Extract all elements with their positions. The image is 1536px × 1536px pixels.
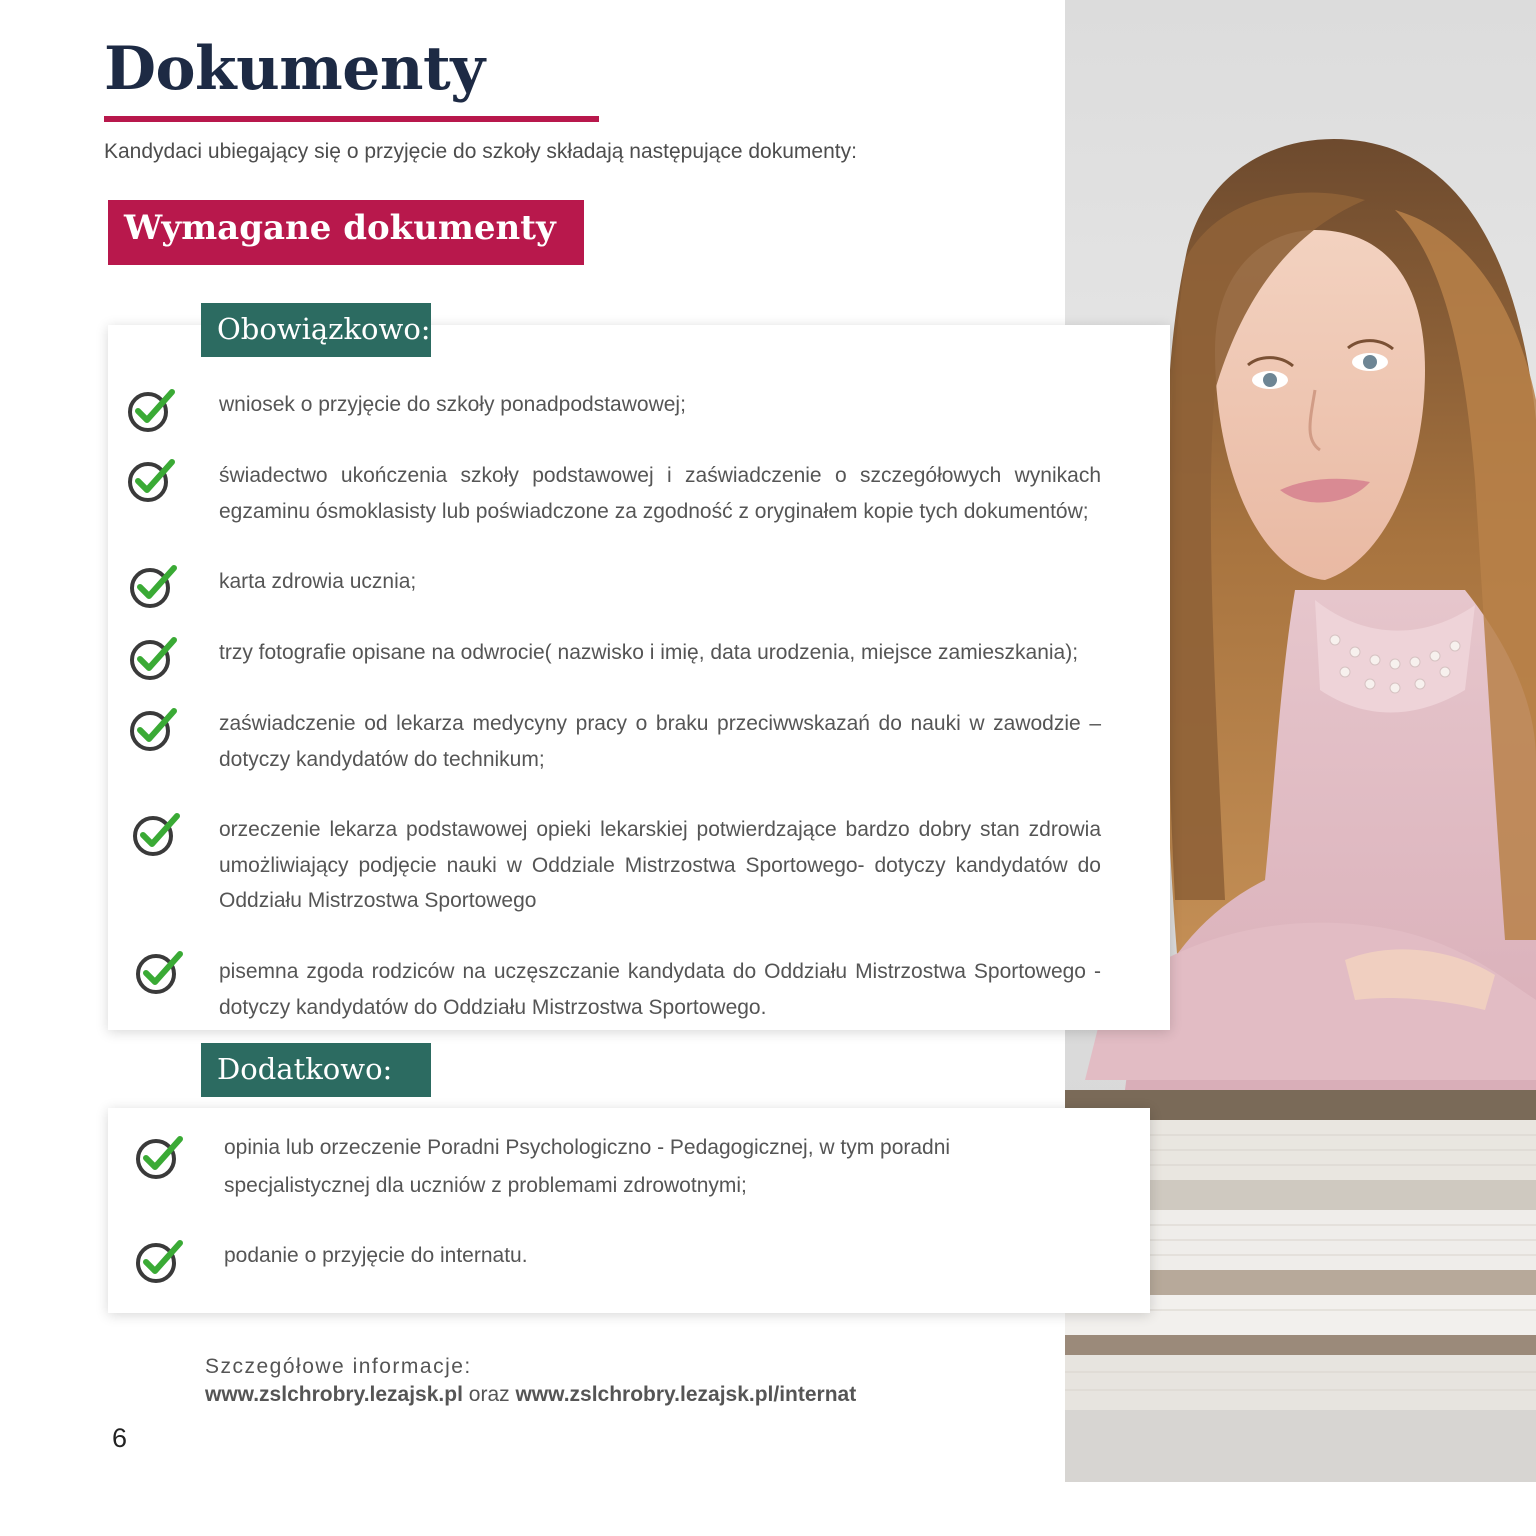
info-links	[205, 1383, 856, 1407]
mandatory-item: wniosek o przyjęcie do szkoły ponadpodstawowej;	[219, 393, 686, 416]
check-circle-icon	[126, 386, 176, 434]
check-circle-icon	[134, 948, 184, 996]
mandatory-item: orzeczenie lekarza podstawowej opieki lekarskiej potwierdzające bardzo dobry stan zdrowia umożliwiający podjęcie nauki w Oddziale Mistrzostwa Sportowego- dotyczy kandydatów do Oddziału Mistrzostwa Sportowego	[219, 818, 1101, 912]
check-circle-icon	[128, 634, 178, 682]
mandatory-item: trzy fotografie opisane na odwrocie( nazwisko i imię, data urodzenia, miejsce zamieszkania);	[219, 641, 1079, 664]
info-label: Szczegółowe informacje:	[205, 1355, 472, 1378]
additional-label: Dodatkowo:	[201, 1043, 431, 1097]
check-circle-icon	[134, 1133, 184, 1181]
additional-item: podanie o przyjęcie do internatu.	[224, 1244, 528, 1267]
mandatory-item: pisemna zgoda rodziców na uczęszczanie kandydata do Oddziału Mistrzostwa Sportowego - dotyczy kandydatów do Oddziału Mistrzostwa Sportowego.	[219, 960, 1101, 1019]
check-circle-icon	[128, 562, 178, 610]
intro-text: Kandydaci ubiegający się o przyjęcie do szkoły składają następujące dokumenty:	[104, 140, 857, 163]
mandatory-label: Obowiązkowo:	[201, 303, 431, 357]
title-underline	[104, 116, 599, 122]
page-number: 6	[112, 1423, 128, 1453]
check-circle-icon	[131, 810, 181, 858]
check-circle-icon	[126, 456, 176, 504]
mandatory-documents-card	[108, 325, 1170, 1030]
link-conjunction: oraz	[468, 1383, 510, 1406]
mandatory-item: zaświadczenie od lekarza medycyny pracy o braku przeciwwskazań do nauki w zawodzie – dotyczy kandydatów do technikum;	[219, 712, 1101, 771]
check-circle-icon	[134, 1237, 184, 1285]
page-title: Dokumenty	[104, 34, 485, 104]
website-link[interactable]: www.zslchrobry.lezajsk.pl	[205, 1383, 463, 1406]
mandatory-item: karta zdrowia ucznia;	[219, 570, 417, 593]
check-circle-icon	[128, 705, 178, 753]
mandatory-item: świadectwo ukończenia szkoły podstawowej i zaświadczenie o szczegółowych wynikach egzaminu ósmoklasisty lub poświadczone za zgodność z oryginałem kopie tych dokumentów;	[219, 464, 1101, 523]
additional-item: opinia lub orzeczenie Poradni Psychologiczno - Pedagogicznej, w tym poradni specjalistycznej dla uczniów z problemami zdrowotnymi;	[224, 1136, 951, 1197]
internat-link[interactable]: www.zslchrobry.lezajsk.pl/internat	[515, 1383, 857, 1406]
section-banner: Wymagane dokumenty	[108, 200, 584, 265]
